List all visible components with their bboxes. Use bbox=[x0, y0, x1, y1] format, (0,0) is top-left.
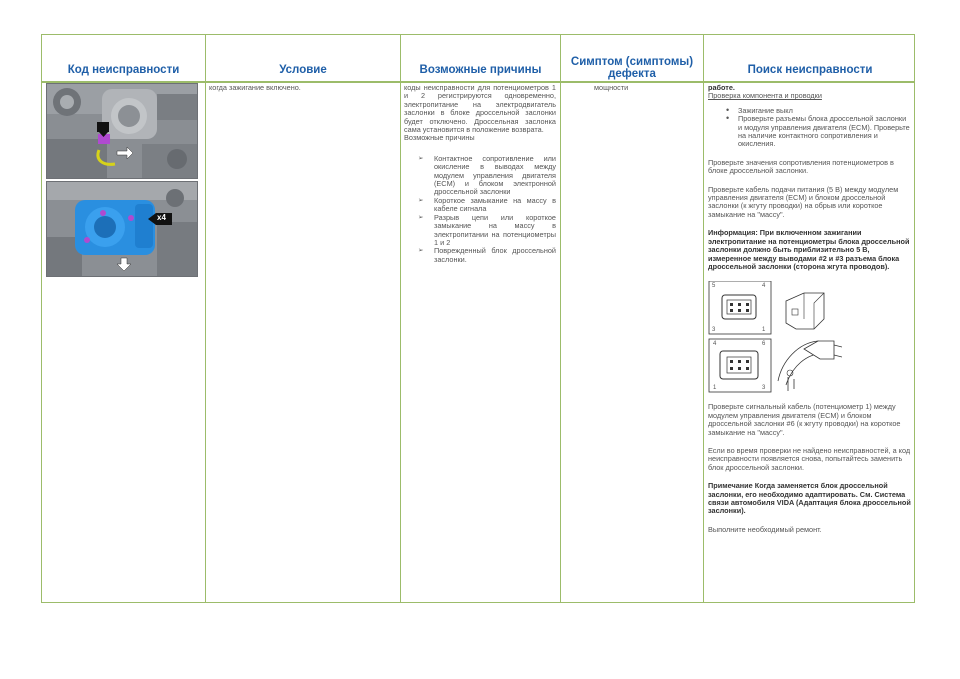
pin-label: 1 bbox=[713, 385, 717, 392]
dot-bullet-icon: • bbox=[726, 113, 730, 124]
list-item: ➢ Разрыв цепи или короткое замыкание на массу в электропитании на потенциометры 1 и 2 bbox=[418, 212, 556, 247]
causes-intro: коды неисправности для потенциометров 1 и 2 регистрируются одновременно, электропитание на электродвигатель заслонки в блоке дроссельной заслонки будет отключено. Дроссельная заслонка сама установится в положение возврата. bbox=[404, 83, 556, 135]
search-para-4: Если во время проверки не найдено неисправностей, а код неисправности появляется снова, попытайтесь заменить блок дроссельной заслонки. bbox=[708, 445, 911, 472]
pin-label: 4 bbox=[762, 283, 766, 290]
column-divider bbox=[205, 35, 206, 602]
column-divider bbox=[560, 35, 561, 602]
engine-photo-top bbox=[46, 83, 198, 179]
causes-cell bbox=[404, 84, 556, 264]
list-item: ➢ Поврежденный блок дроссельной заслонки. bbox=[418, 246, 556, 264]
pin-label: 4 bbox=[713, 341, 717, 348]
search-top-text: работе. bbox=[708, 83, 735, 92]
fault-table bbox=[41, 34, 915, 603]
arrow-bullet-icon: ➢ bbox=[418, 154, 424, 162]
arrow-bullet-icon: ➢ bbox=[418, 213, 424, 221]
part-count-badge: x4 bbox=[157, 213, 166, 222]
list-item: ➢ Контактное сопротивление или окисление в выводах между модулем управления двигателя (ECM) и блоком электронной дроссельной заслонки bbox=[418, 153, 556, 197]
header-causes: Возможные причины bbox=[419, 64, 542, 76]
search-para-1: Проверьте значения сопротивления потенциометров в блоке дроссельной заслонки. bbox=[708, 157, 894, 176]
causes-heading: Возможные причины bbox=[404, 133, 475, 143]
header-search: Поиск неисправности bbox=[747, 64, 873, 76]
list-item: • Проверьте разъемы блока дроссельной заслонки и модуля управления двигателя (ECM). Проверьте на наличие контактного сопротивления и окисления. bbox=[726, 113, 910, 149]
causes-list bbox=[418, 155, 556, 264]
connector-diagram-svg bbox=[708, 281, 842, 395]
symptom-text: мощности bbox=[594, 83, 629, 92]
header-code: Код неисправности bbox=[67, 64, 180, 76]
search-para-5: Выполните необходимый ремонт. bbox=[708, 524, 822, 534]
list-item: • Зажигание выкл bbox=[726, 104, 793, 115]
column-divider bbox=[703, 35, 704, 602]
connector-diagram bbox=[708, 281, 842, 395]
arrow-bullet-icon: ➢ bbox=[418, 247, 424, 255]
pin-label: 6 bbox=[762, 341, 766, 348]
search-cell bbox=[708, 84, 912, 544]
arrow-bullet-icon: ➢ bbox=[418, 196, 424, 204]
search-steps bbox=[722, 104, 912, 149]
condition-text: когда зажигание включено. bbox=[209, 83, 301, 92]
throttle-body-photo bbox=[46, 181, 198, 277]
pin-label: 1 bbox=[762, 327, 766, 334]
info-note: Информация: При включенном зажигании электропитание на потенциометры блока дроссельной заслонки должно быть приблизительно 5 В, измеренное между выводами #2 и #3 разъема блока дроссельной заслонки (сторона жгута проводов). bbox=[708, 228, 910, 271]
check-component-link[interactable]: Проверка компонента и проводки bbox=[708, 91, 822, 101]
pin-label: 3 bbox=[712, 327, 716, 334]
search-para-3: Проверьте сигнальный кабель (потенциометр 1) между модулем управления двигателя (ECM) и блоком дроссельной заслонки #6 (к жгуту проводки) на короткое замыкание на "массу". bbox=[708, 402, 901, 437]
column-divider bbox=[400, 35, 401, 602]
header-condition: Условие bbox=[279, 64, 327, 76]
pin-label: 5 bbox=[712, 283, 716, 290]
dot-bullet-icon: • bbox=[726, 104, 730, 115]
search-para-2: Проверьте кабель подачи питания (5 В) между модулем управления двигателя (ECM) и блоком дроссельной заслонки (к жгуту проводки) на обрыв или короткое замыкание на "массу". bbox=[708, 184, 899, 219]
replace-note: Примечание Когда заменяется блок дроссельной заслонки, его необходимо адаптировать. См. Система связи автомобиля VIDA (Адаптация блока дроссельной заслонки). bbox=[708, 481, 911, 516]
list-item: ➢ Короткое замыкание на массу в кабеле сигнала bbox=[418, 195, 556, 214]
header-symptom: Симптом (симптомы) дефекта bbox=[570, 56, 694, 80]
pin-label: 3 bbox=[762, 385, 766, 392]
